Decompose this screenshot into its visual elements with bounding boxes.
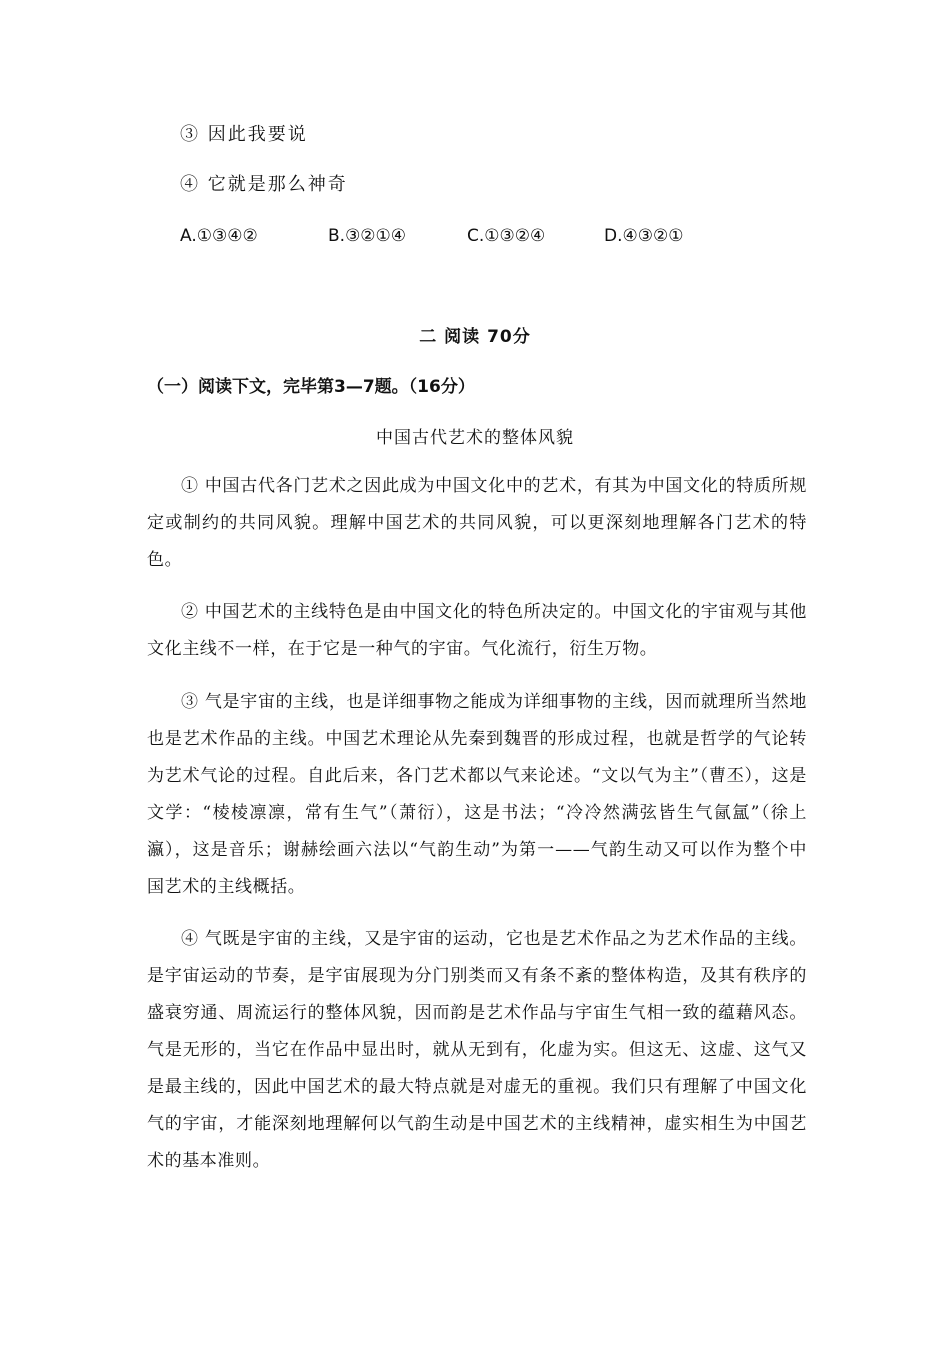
- section-title: 二 阅读 70分: [419, 327, 531, 347]
- choice-d: D.④③②①: [604, 226, 684, 246]
- choice-c: C.①③②④: [467, 226, 546, 246]
- option-item-3: ③ 因此我要说: [180, 124, 308, 145]
- choice-a: A.①③④②: [180, 226, 258, 246]
- paragraph-2: ② 中国艺术的主线特色是由中国文化的特色所决定的。中国文化的宇宙观与其他文化主线不一样，在于它是一种气的宇宙。气化流行，衍生万物。: [147, 602, 807, 659]
- answer-choices: [180, 224, 780, 248]
- sub-title: （一）阅读下文，完毕第3—7题。（16分）: [147, 377, 475, 397]
- choice-b: B.③②①④: [328, 226, 407, 246]
- article-title: 中国古代艺术的整体风貌: [376, 428, 574, 448]
- paragraph-1: ① 中国古代各门艺术之因此成为中国文化中的艺术，有其为中国文化的特质所规定或制约的共同风貌。理解中国艺术的共同风貌，可以更深刻地理解各门艺术的特色。: [147, 476, 807, 570]
- paragraph-3: ③ 气是宇宙的主线，也是详细事物之能成为详细事物的主线，因而就理所当然地也是艺术作品的主线。中国艺术理论从先秦到魏晋的形成过程，也就是哲学的气论转为艺术气论的过程。自此后来，各门艺术都以气来论述。“文以气为主”（曹丕），这是文学：“棱棱凛凛，常有生气”（萧衍），这是书法；“冷冷然满弦皆生气氤氲”（徐上瀛），这是音乐；谢赫绘画六法以“气韵生动”为第一——气韵生动又可以作为整个中国艺术的主线概括。: [147, 692, 807, 897]
- option-item-4: ④ 它就是那么神奇: [180, 174, 348, 195]
- paragraph-4: ④ 气既是宇宙的主线，又是宇宙的运动，它也是艺术作品之为艺术作品的主线。是宇宙运动的节奏，是宇宙展现为分门别类而又有条不紊的整体构造，及其有秩序的盛衰穷通、周流运行的整体风貌，因而韵是艺术作品与宇宙生气相一致的蕴藉风态。气是无形的，当它在作品中显出时，就从无到有，化虚为实。但这无、这虚、这气又是最主线的，因此中国艺术的最大特点就是对虚无的重视。我们只有理解了中国文化气的宇宙，才能深刻地理解何以气韵生动是中国艺术的主线精神，虚实相生为中国艺术的基本准则。: [147, 929, 807, 1171]
